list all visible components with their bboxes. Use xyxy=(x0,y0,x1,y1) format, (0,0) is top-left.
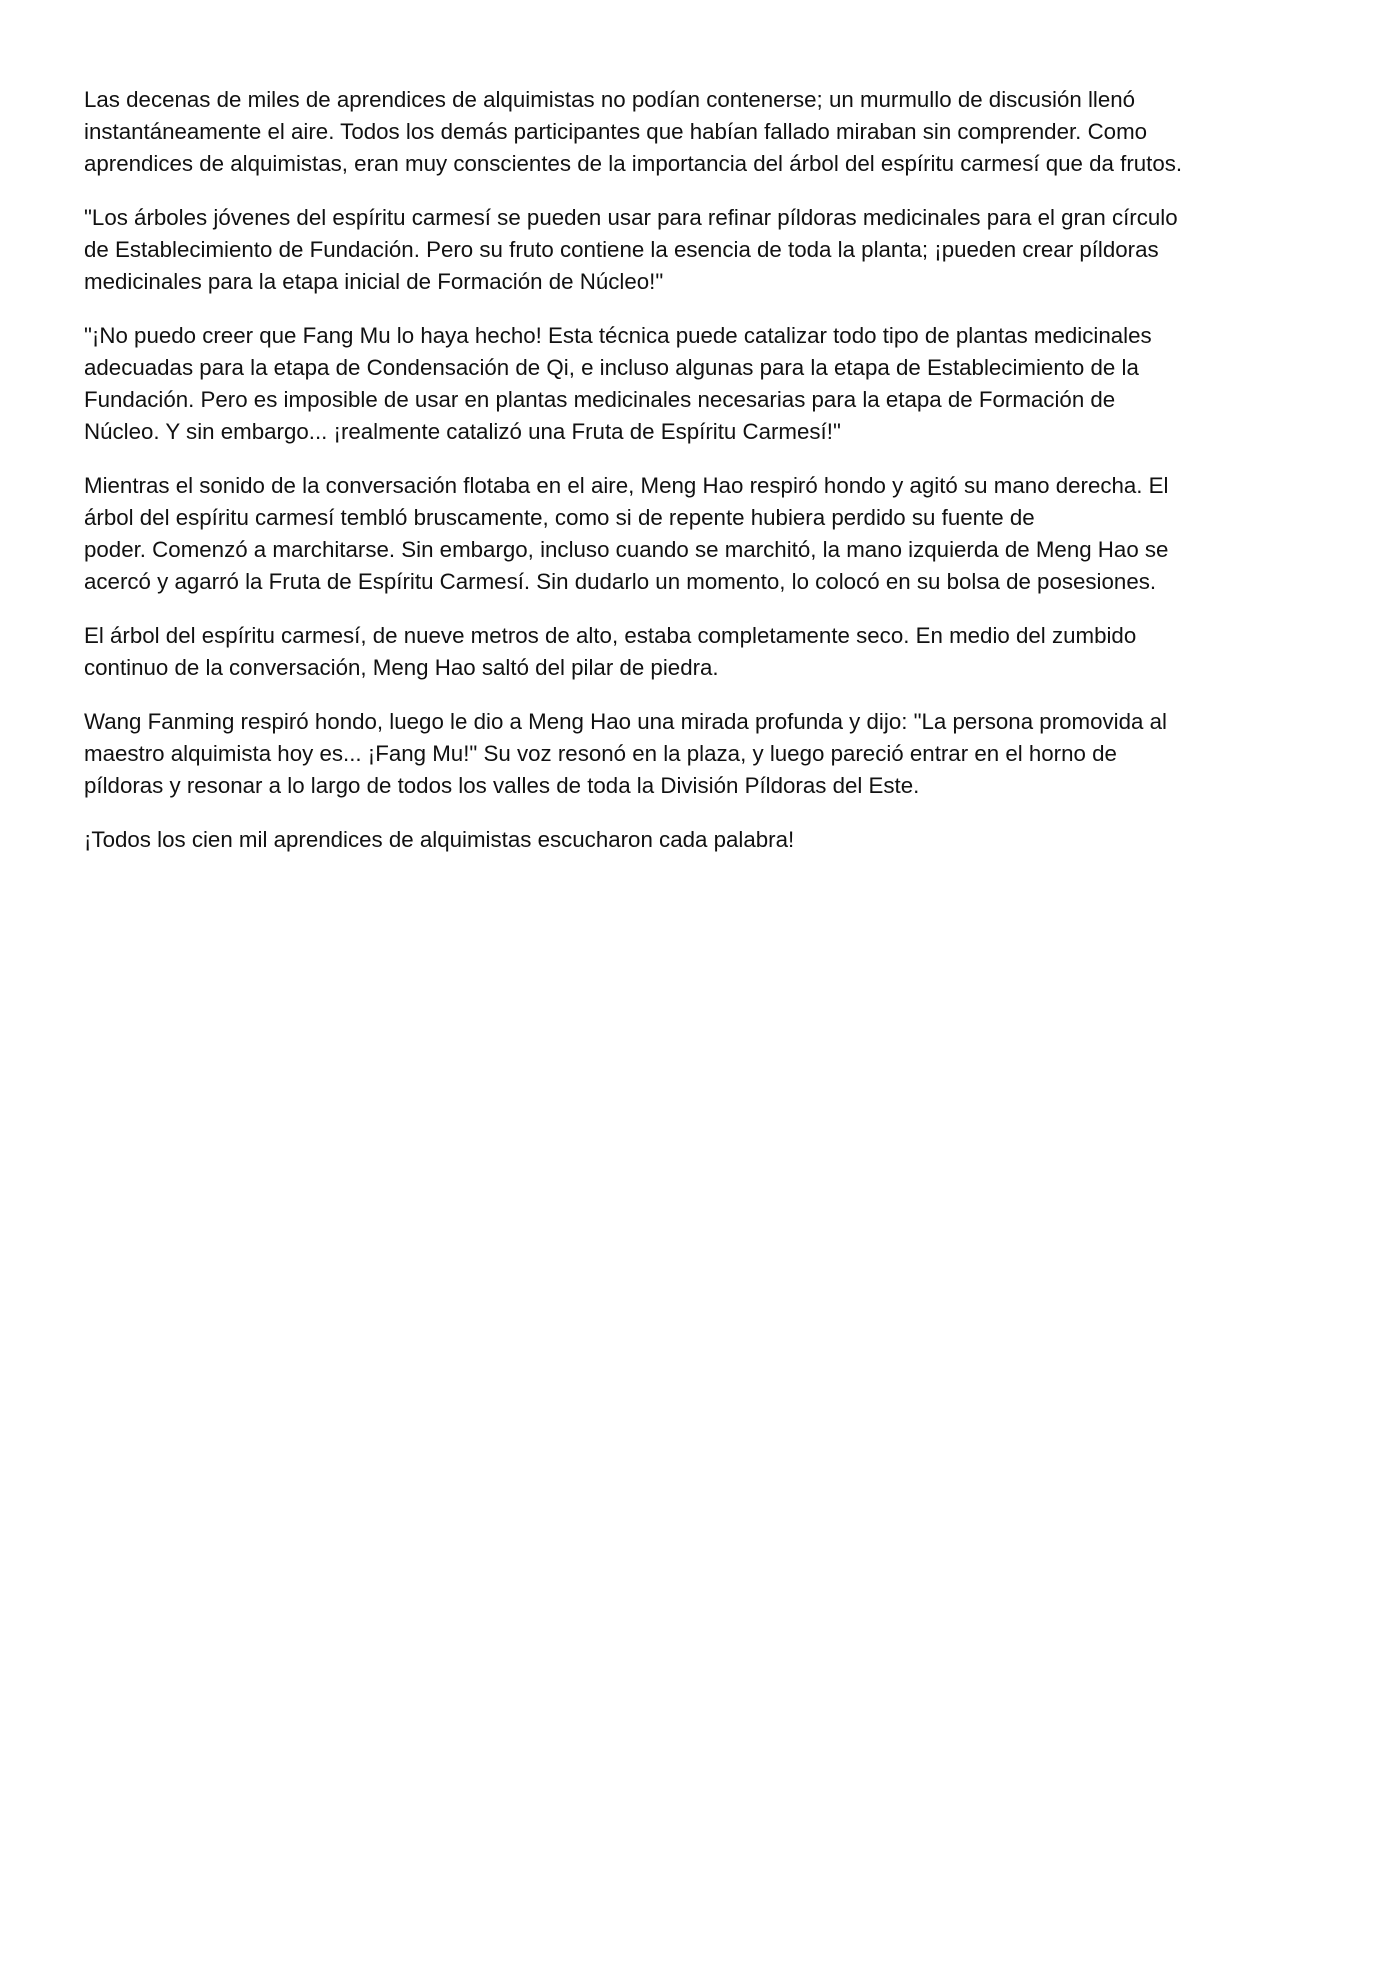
paragraph xyxy=(84,824,1316,856)
text-line: instantáneamente el aire. Todos los demás participantes que habían fallado miraban sin comprender. Como xyxy=(84,119,1148,144)
document-body xyxy=(84,84,1316,878)
text-line: Mientras el sonido de la conversación flotaba en el aire, Meng Hao respiró hondo y agitó su mano derecha. El xyxy=(84,473,1169,498)
paragraph xyxy=(84,202,1316,298)
text-line: aprendices de alquimistas, eran muy conscientes de la importancia del árbol del espíritu carmesí que da frutos. xyxy=(84,151,1183,176)
text-line: "¡No puedo creer que Fang Mu lo haya hecho! Esta técnica puede catalizar todo tipo de plantas medicinales xyxy=(84,323,1152,348)
text-line: Fundación. Pero es imposible de usar en plantas medicinales necesarias para la etapa de Formación de xyxy=(84,387,1116,412)
text-line: ¡Todos los cien mil aprendices de alquimistas escucharon cada palabra! xyxy=(84,827,795,852)
text-line: poder. Comenzó a marchitarse. Sin embargo, incluso cuando se marchitó, la mano izquierda de Meng Hao se xyxy=(84,537,1169,562)
text-line: píldoras y resonar a lo largo de todos los valles de toda la División Píldoras del Este. xyxy=(84,773,920,798)
text-line: "Los árboles jóvenes del espíritu carmesí se pueden usar para refinar píldoras medicinales para el gran círculo xyxy=(84,205,1178,230)
text-line: medicinales para la etapa inicial de Formación de Núcleo!" xyxy=(84,269,664,294)
text-line: Wang Fanming respiró hondo, luego le dio a Meng Hao una mirada profunda y dijo: "La persona promovida al xyxy=(84,709,1167,734)
paragraph xyxy=(84,470,1316,598)
paragraph xyxy=(84,320,1316,448)
text-line: de Establecimiento de Fundación. Pero su fruto contiene la esencia de toda la planta; ¡pueden crear píldoras xyxy=(84,237,1159,262)
text-line: acercó y agarró la Fruta de Espíritu Carmesí. Sin dudarlo un momento, lo colocó en su bolsa de posesiones. xyxy=(84,569,1157,594)
text-line: árbol del espíritu carmesí tembló bruscamente, como si de repente hubiera perdido su fuente de xyxy=(84,505,1035,530)
text-line: maestro alquimista hoy es... ¡Fang Mu!" Su voz resonó en la plaza, y luego pareció entrar en el horno de xyxy=(84,741,1117,766)
text-line: continuo de la conversación, Meng Hao saltó del pilar de piedra. xyxy=(84,655,719,680)
text-line: Las decenas de miles de aprendices de alquimistas no podían contenerse; un murmullo de discusión llenó xyxy=(84,87,1136,112)
paragraph xyxy=(84,620,1316,684)
paragraph xyxy=(84,706,1316,802)
text-line: adecuadas para la etapa de Condensación de Qi, e incluso algunas para la etapa de Establecimiento de la xyxy=(84,355,1139,380)
text-line: Núcleo. Y sin embargo... ¡realmente catalizó una Fruta de Espíritu Carmesí!" xyxy=(84,419,841,444)
paragraph xyxy=(84,84,1316,180)
text-line: El árbol del espíritu carmesí, de nueve metros de alto, estaba completamente seco. En medio del zumbido xyxy=(84,623,1137,648)
